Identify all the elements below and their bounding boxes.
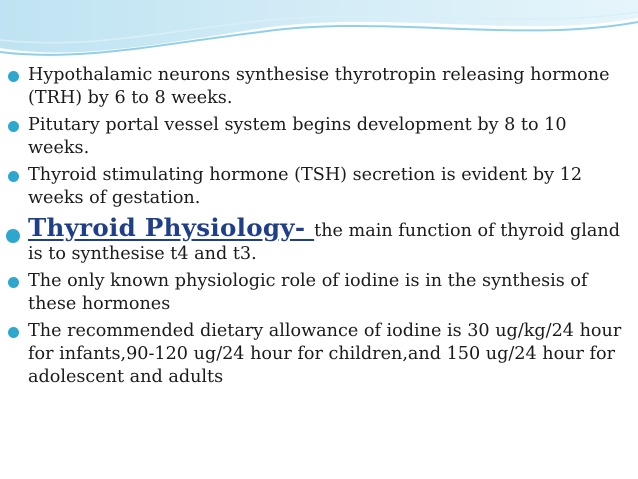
bullet-item — [6, 114, 626, 160]
bullet-dot-icon — [6, 229, 20, 243]
bullet-dot-icon — [8, 71, 19, 82]
bullet-text: The only known physiologic role of iodine is in the synthesis of these hormones — [28, 271, 588, 314]
bullet-text: the main function of thyroid gland is to synthesise t4 and t3. — [28, 221, 620, 264]
bullet-dot-icon — [8, 277, 19, 288]
bullet-item — [6, 64, 626, 110]
bullet-item — [6, 164, 626, 210]
section-heading: Thyroid Physiology- — [28, 213, 315, 242]
bullet-item — [6, 320, 626, 389]
bullet-item-heading — [6, 213, 626, 266]
bullet-dot-icon — [8, 171, 19, 182]
bullet-item — [6, 270, 626, 316]
bullet-dot-icon — [8, 121, 19, 132]
bullet-text: The recommended dietary allowance of iodine is 30 ug/kg/24 hour for infants,90-120 ug/24 hour for children,and 150 ug/24 hour for adolescent and adults — [28, 321, 622, 387]
bullet-text: Pitutary portal vessel system begins development by 8 to 10 weeks. — [28, 115, 567, 158]
bullet-text: Thyroid stimulating hormone (TSH) secretion is evident by 12 weeks of gestation. — [28, 165, 583, 208]
header-wave-decoration — [0, 0, 638, 70]
bullet-text: Hypothalamic neurons synthesise thyrotropin releasing hormone (TRH) by 6 to 8 weeks. — [28, 65, 610, 108]
bullet-dot-icon — [8, 327, 19, 338]
bullet-list — [6, 64, 626, 393]
